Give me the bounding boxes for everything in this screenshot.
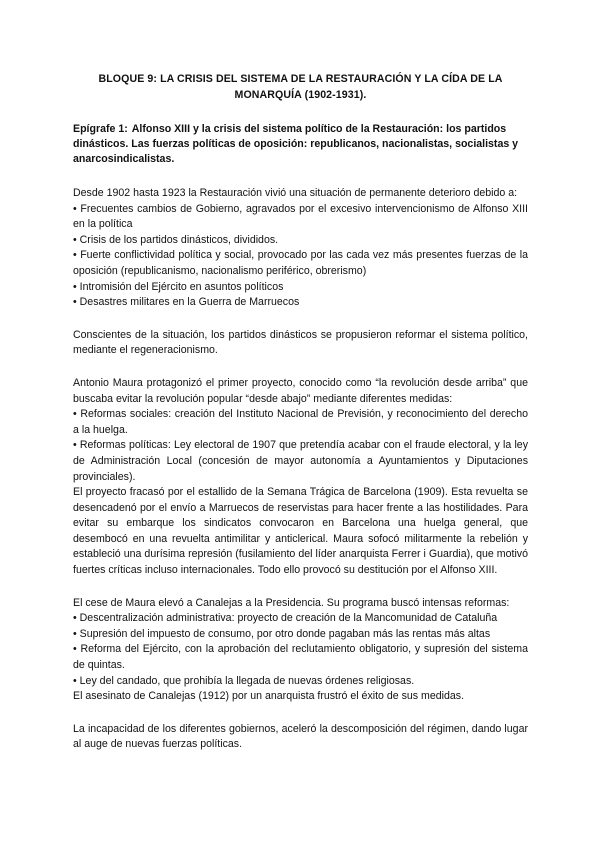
list-item: • Crisis de los partidos dinásticos, divididos.	[73, 233, 528, 249]
list-item: • Reformas políticas: Ley electoral de 1907 que pretendía acabar con el fraude electoral, y la ley de Administración Local (concesión de mayor autonomía a Ayuntamientos y Diputaciones provinciales).	[73, 438, 528, 485]
paragraph: Conscientes de la situación, los partidos dinásticos se propusieron reformar el sistema político, mediante el regeneracionismo.	[73, 328, 528, 357]
section-conclusion	[73, 722, 528, 753]
paragraph: Antonio Maura protagonizó el primer proyecto, conocido como “la revolución desde arriba” que buscaba evitar la revolución popular “desde abajo” mediante diferentes medidas:	[73, 376, 528, 405]
paragraph: El proyecto fracasó por el estallido de la Semana Trágica de Barcelona (1909). Esta revuelta se desencadenó por el envío a Marruecos de reservistas para hacer frente a las hostilidades. Para evitar su embarque los sindicatos convocaron en Barcelona una huelga general, que desembocó en una revuelta antimilitar y anticlerical. Maura sofocó militarmente la rebelión y estableció una durísima represión (fusilamiento del líder anarquista Ferrer i Guardia), que motivó fuertes críticas incluso internacionales. Todo ello provocó su destitución por el Alfonso XIII.	[73, 486, 528, 577]
list-item: • Frecuentes cambios de Gobierno, agravados por el excesivo intervencionismo de Alfonso XIII en la política	[73, 202, 528, 233]
epigraph-label: Epígrafe 1:	[73, 123, 128, 135]
section-maura	[73, 376, 528, 579]
list-item: • Descentralización administrativa: proyecto de creación de la Mancomunidad de Cataluña	[73, 611, 528, 627]
section-canalejas	[73, 596, 528, 705]
section-deterioro	[73, 186, 528, 311]
document-title: BLOQUE 9: LA CRISIS DEL SISTEMA DE LA RESTAURACIÓN Y LA CÍDA DE LA MONARQUÍA (1902-1931).	[98, 73, 503, 101]
epigraph-heading	[73, 122, 528, 167]
paragraph: El asesinato de Canalejas (1912) por un anarquista frustró el éxito de sus medidas.	[73, 690, 465, 703]
list-item: • Fuerte conflictividad política y social, provocado por las cada vez más presentes fuerzas de la oposición (republicanismo, nacionalismo periférico, obrerismo)	[73, 248, 528, 279]
list-item: • Reforma del Ejército, con la aprobación del reclutamiento obligatorio, y supresión del sistema de quintas.	[73, 642, 528, 673]
epigraph-text: Alfonso XIII y la crisis del sistema político de la Restauración: los partidos dinásticos. Las fuerzas políticas de oposición: republicanos, nacionalistas, socialistas y anarcosindicalistas.	[73, 123, 519, 165]
list-item: • Ley del candado, que prohibía la llegada de nuevas órdenes religiosas.	[73, 674, 528, 690]
list-item: • Intromisión del Ejército en asuntos políticos	[73, 280, 528, 296]
paragraph: La incapacidad de los diferentes gobiernos, aceleró la descomposición del régimen, dando lugar al auge de nuevas fuerzas políticas.	[73, 722, 528, 751]
section-regeneracionismo	[73, 328, 528, 359]
list-item: • Supresión del impuesto de consumo, por otro donde pagaban más las rentas más altas	[73, 627, 528, 643]
paragraph: El cese de Maura elevó a Canalejas a la Presidencia. Su programa buscó intensas reformas:	[73, 596, 510, 609]
list-item: • Desastres militares en la Guerra de Marruecos	[73, 295, 528, 311]
paragraph: Desde 1902 hasta 1923 la Restauración vivió una situación de permanente deterioro debido a:	[73, 187, 518, 199]
list-item: • Reformas sociales: creación del Instituto Nacional de Previsión, y reconocimiento del derecho a la huelga.	[73, 407, 528, 438]
